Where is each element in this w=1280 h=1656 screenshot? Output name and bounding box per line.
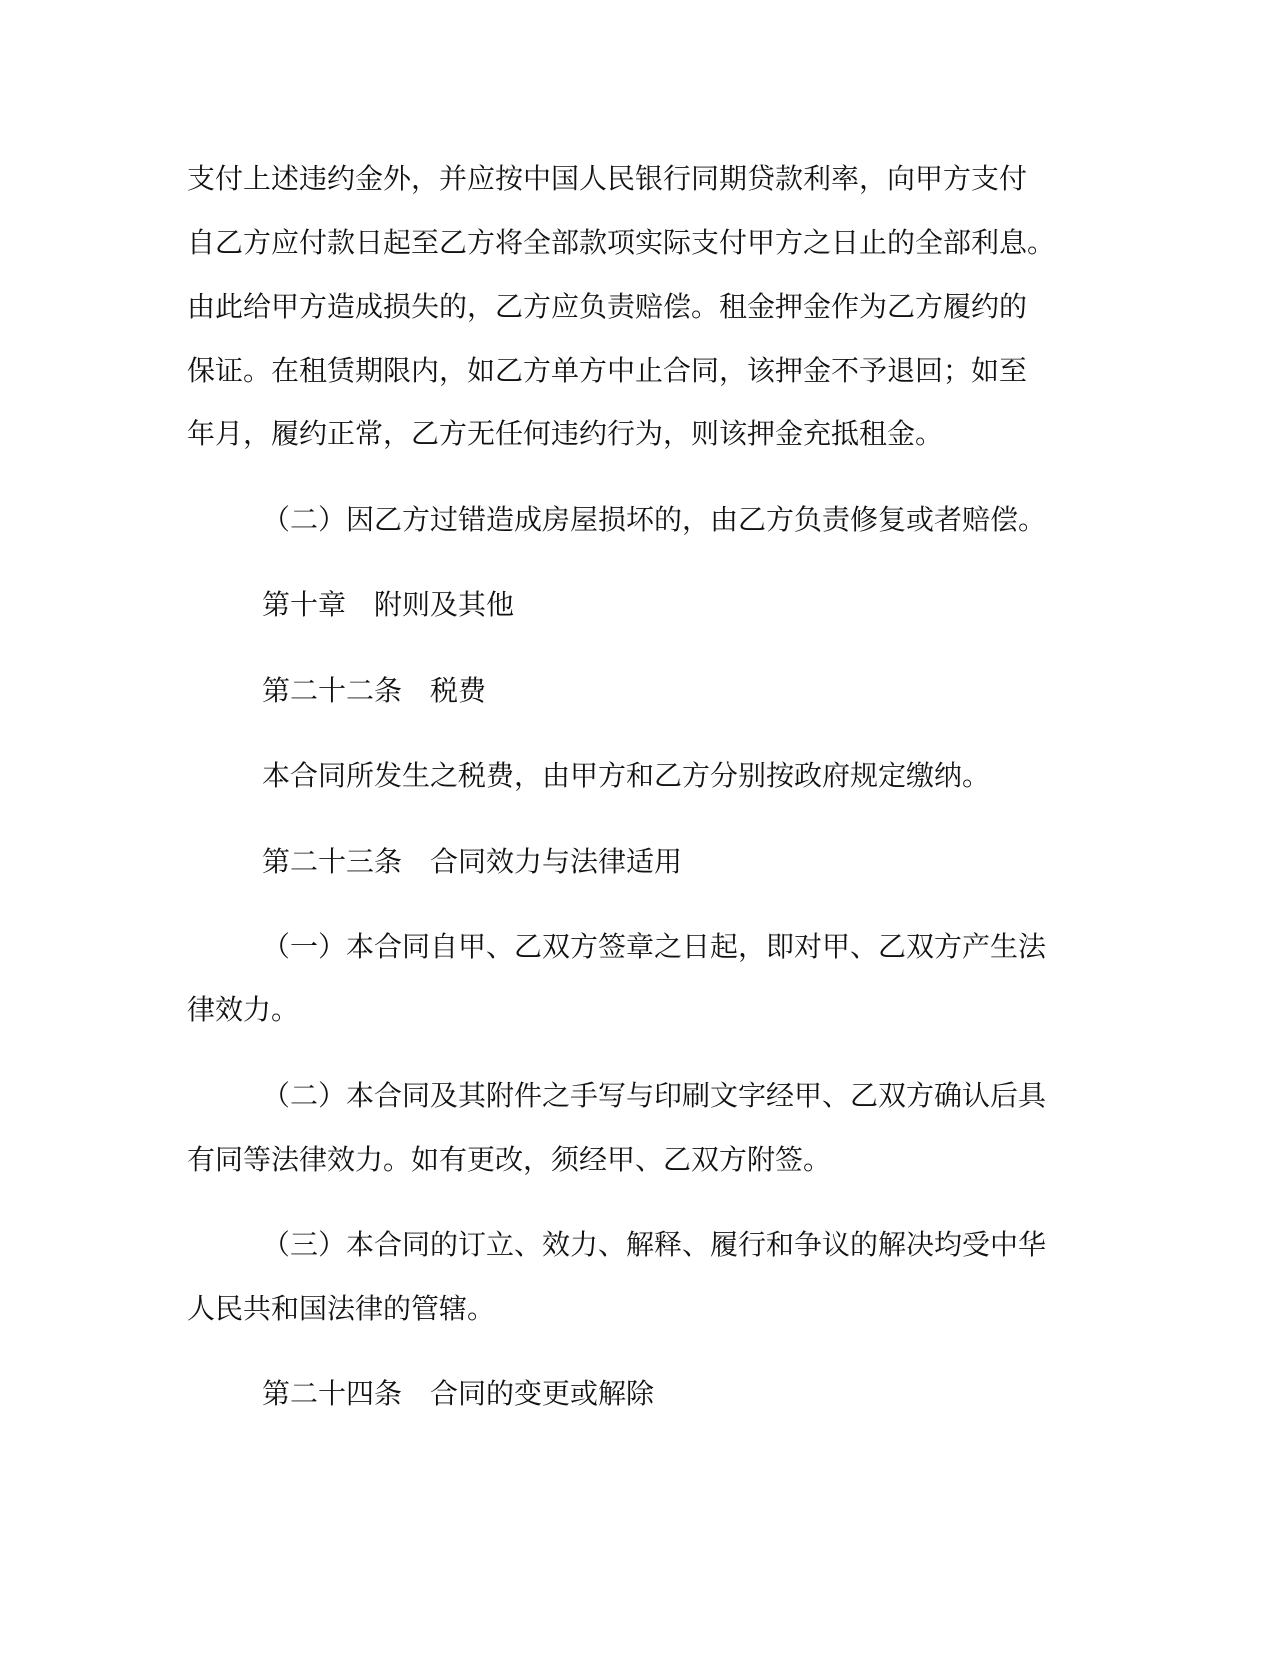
clause-line: （二）因乙方过错造成房屋损坏的，由乙方负责修复或者赔偿。 <box>262 503 1047 536</box>
paragraph-line: 由此给甲方造成损失的，乙方应负责赔偿。租金押金作为乙方履约的 <box>187 290 1028 323</box>
clause-line-continuation: 有同等法律效力。如有更改，须经甲、乙双方附签。 <box>187 1143 832 1176</box>
paragraph-line: 支付上述违约金外，并应按中国人民银行同期贷款利率，向甲方支付 <box>187 162 1028 195</box>
chapter-heading: 第十章 附则及其他 <box>262 588 515 621</box>
clause-line-continuation: 人民共和国法律的管辖。 <box>187 1292 496 1325</box>
article-heading: 第二十二条 税费 <box>262 674 487 707</box>
clause-line-continuation: 律效力。 <box>187 993 300 1026</box>
article-heading: 第二十四条 合同的变更或解除 <box>262 1377 655 1410</box>
clause-line: （三）本合同的订立、效力、解释、履行和争议的解决均受中华 <box>262 1228 1047 1261</box>
clause-line: （一）本合同自甲、乙双方签章之日起，即对甲、乙双方产生法 <box>262 930 1047 963</box>
article-heading: 第二十三条 合同效力与法律适用 <box>262 845 683 878</box>
paragraph-line: 自乙方应付款日起至乙方将全部款项实际支付甲方之日止的全部利息。 <box>187 226 1056 259</box>
clause-line: （二）本合同及其附件之手写与印刷文字经甲、乙双方确认后具 <box>262 1079 1047 1112</box>
paragraph-line: 本合同所发生之税费，由甲方和乙方分别按政府规定缴纳。 <box>262 759 991 792</box>
paragraph-line: 年月，履约正常，乙方无任何违约行为，则该押金充抵租金。 <box>187 417 944 450</box>
paragraph-line: 保证。在租赁期限内，如乙方单方中止合同，该押金不予退回；如至 <box>187 354 1028 387</box>
